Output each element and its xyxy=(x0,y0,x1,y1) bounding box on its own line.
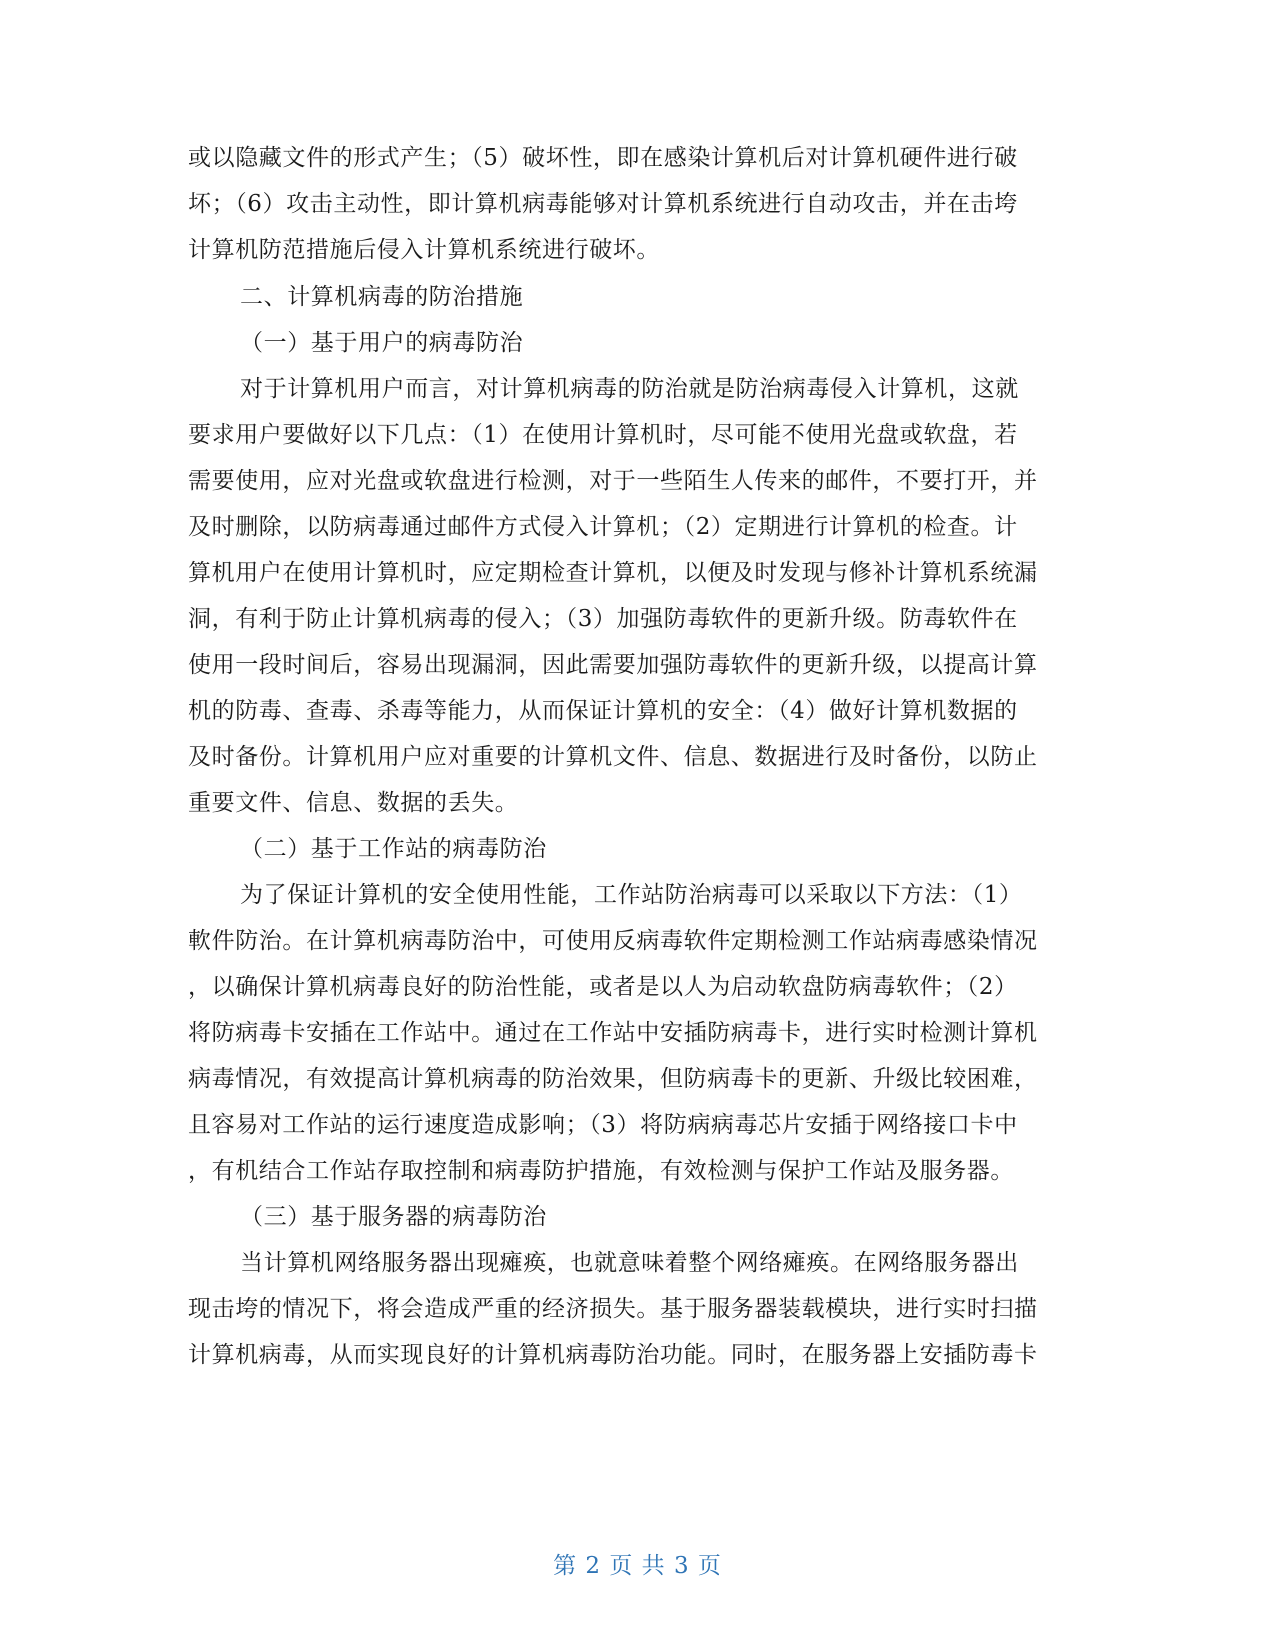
page-number-footer: 第 2 页 共 3 页 xyxy=(553,1553,722,1579)
text-line: 将防病毒卡安插在工作站中。通过在工作站中安插防病毒卡，进行实时检测计算机 xyxy=(188,1020,1038,1046)
text-line: 坏；（6）攻击主动性，即计算机病毒能够对计算机系统进行自动攻击，并在击垮 xyxy=(188,191,1018,217)
text-line: 及时备份。计算机用户应对重要的计算机文件、信息、数据进行及时备份，以防止 xyxy=(188,744,1038,770)
text-line: 或以隐藏文件的形式产生；（5）破坏性，即在感染计算机后对计算机硬件进行破 xyxy=(188,145,1018,171)
text-line: 要求用户要做好以下几点：（1）在使用计算机时，尽可能不使用光盘或软盘，若 xyxy=(188,422,1018,448)
subsection-heading: （一）基于用户的病毒防治 xyxy=(240,330,524,356)
text-line: 且容易对工作站的运行速度造成影响；（3）将防病病毒芯片安插于网络接口卡中 xyxy=(188,1112,1018,1138)
text-line: 使用一段时间后，容易出现漏洞，因此需要加强防毒软件的更新升级，以提高计算 xyxy=(188,652,1038,678)
text-line: 病毒情况，有效提高计算机病毒的防治效果，但防病毒卡的更新、升级比较困难， xyxy=(188,1066,1038,1092)
text-line: 需要使用，应对光盘或软盘进行检测，对于一些陌生人传来的邮件，不要打开，并 xyxy=(188,468,1038,494)
text-line: 现击垮的情况下，将会造成严重的经济损失。基于服务器装载模块，进行实时扫描 xyxy=(188,1296,1038,1322)
text-line: 计算机病毒，从而实现良好的计算机病毒防治功能。同时，在服务器上安插防毒卡 xyxy=(188,1342,1038,1368)
text-line: 算机用户在使用计算机时，应定期检查计算机，以便及时发现与修补计算机系统漏 xyxy=(188,560,1038,586)
text-line: 重要文件、信息、数据的丢失。 xyxy=(188,790,519,816)
text-line: ，以确保计算机病毒良好的防治性能，或者是以人为启动软盘防病毒软件；（2） xyxy=(188,974,1018,1000)
subsection-heading: （二）基于工作站的病毒防治 xyxy=(240,836,547,862)
text-line: 计算机防范措施后侵入计算机系统进行破坏。 xyxy=(188,237,660,263)
section-heading: 二、计算机病毒的防治措施 xyxy=(240,284,524,310)
text-line: ，有机结合工作站存取控制和病毒防护措施，有效检测与保护工作站及服务器。 xyxy=(188,1158,1014,1184)
text-line: 軟件防治。在计算机病毒防治中，可使用反病毒软件定期检测工作站病毒感染情况 xyxy=(188,928,1038,954)
text-line: 为了保证计算机的安全使用性能，工作站防治病毒可以采取以下方法：（1） xyxy=(240,882,1023,908)
text-line: 当计算机网络服务器出现瘫痪，也就意味着整个网络瘫痪。在网络服务器出 xyxy=(240,1250,1019,1276)
text-line: 及时删除，以防病毒通过邮件方式侵入计算机；（2）定期进行计算机的检查。计 xyxy=(188,514,1018,540)
text-line: 对于计算机用户而言，对计算机病毒的防治就是防治病毒侵入计算机，这就 xyxy=(240,376,1019,402)
text-line: 洞，有利于防止计算机病毒的侵入；（3）加强防毒软件的更新升级。防毒软件在 xyxy=(188,606,1018,632)
text-line: 机的防毒、查毒、杀毒等能力，从而保证计算机的安全：（4）做好计算机数据的 xyxy=(188,698,1018,724)
subsection-heading: （三）基于服务器的病毒防治 xyxy=(240,1204,547,1230)
